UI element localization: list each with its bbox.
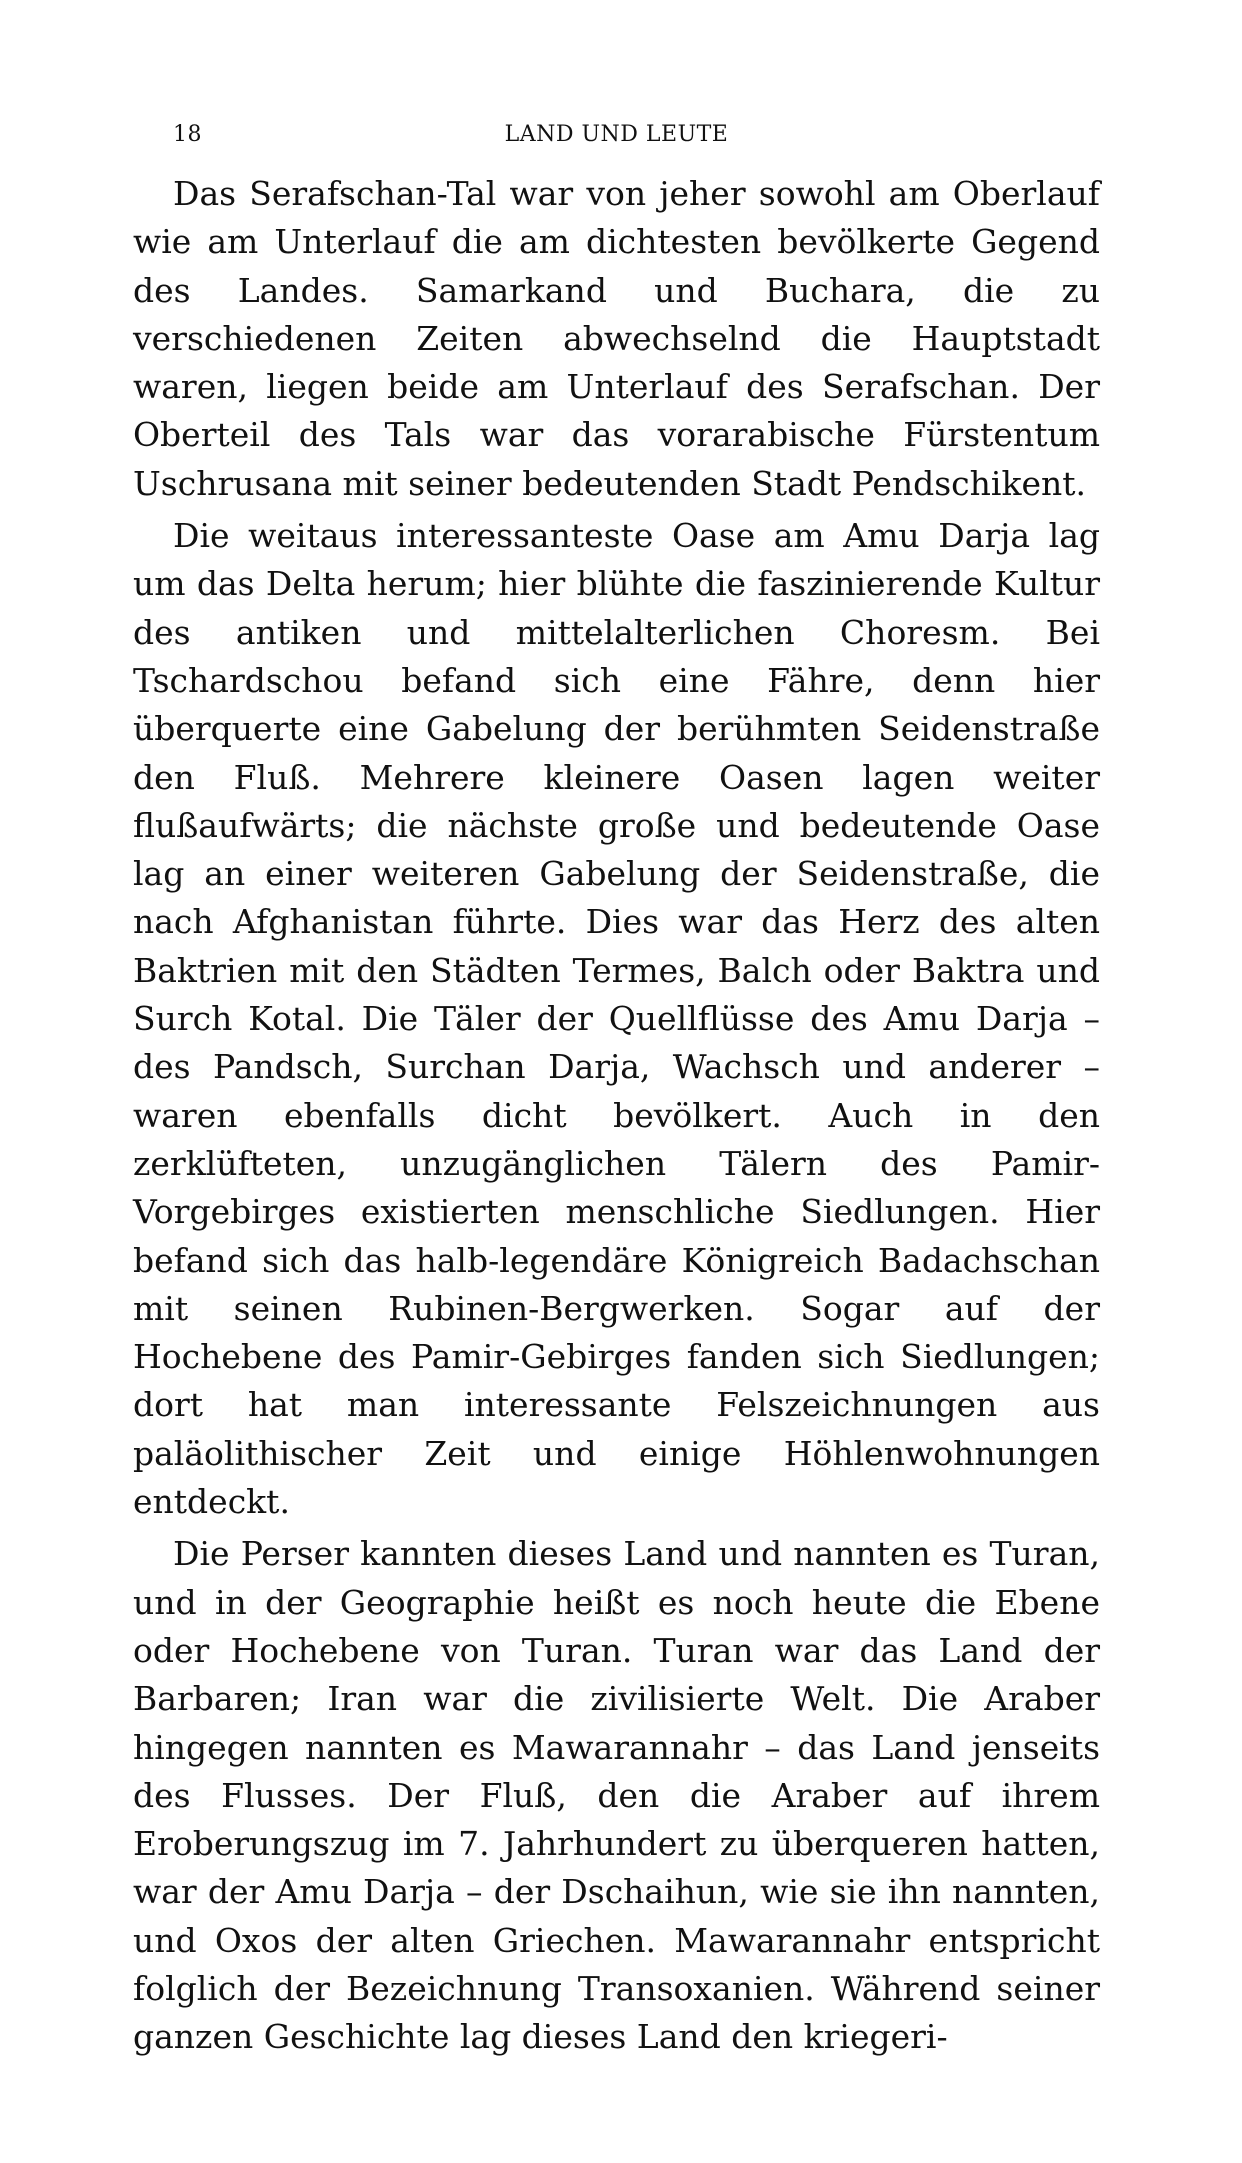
paragraph-amu-darja-oase: Die weitaus interessanteste Oase am Amu Darja lag um das Delta herum; hier blühte die faszinierende Kultur des antiken und mittelalterlichen Choresm. Bei Tschardschou befand sich eine Fähre, denn hier überquerte eine Gabelung der berühmten Seidenstraße den Fluß. Mehrere kleinere Oasen lagen weiter flußaufwärts; die nächste große und bedeutende Oase lag an einer weiteren Gabelung der Seidenstraße, die nach Afghanistan führte. Dies war das Herz des alten Baktrien mit den Städten Termes, Balch oder Baktra und Surch Kotal. Die Täler der Quellflüsse des Amu Darja – des Pandsch, Surchan Darja, Wachsch und anderer – waren ebenfalls dicht bevölkert. Auch in den zerklüfteten, unzugänglichen Tälern des Pamir-Vorgebirges existierten menschliche Siedlungen. Hier befand sich das halb-legendäre Königreich Badachschan mit seinen Rubinen-Bergwerken. Sogar auf der Hochebene des Pamir-Gebirges fanden sich Siedlungen; dort hat man interessante Felszeichnungen aus paläolithischer Zeit und einige Höhlenwohnungen entdeckt. xyxy=(133,516,1100,1522)
running-head xyxy=(133,112,1100,148)
paragraph-turan-mawarannahr: Die Perser kannten dieses Land und nannten es Turan, und in der Geographie heißt es noch heute die Ebene oder Hochebene von Turan. Turan war das Land der Barbaren; Iran war die zivilisierte Welt. Die Araber hingegen nannten es Mawarannahr – das Land jenseits des Flusses. Der Fluß, den die Araber auf ihrem Eroberungszug im 7. Jahrhundert zu überqueren hatten, war der Amu Darja – der Dschaihun, wie sie ihn nannten, und Oxos der alten Griechen. Mawarannahr entspricht folglich der Bezeichnung Transoxanien. Während seiner ganzen Geschichte lag dieses Land den kriegeri- xyxy=(133,1534,1100,2057)
running-title: LAND UND LEUTE xyxy=(504,122,729,147)
page-number: 18 xyxy=(173,122,202,147)
paragraph-serafschan-tal: Das Serafschan-Tal war von jeher sowohl am Oberlauf wie am Unterlauf die am dichtesten bevölkerte Gegend des Landes. Samarkand und Buchara, die zu verschiedenen Zeiten abwechselnd die Hauptstadt waren, liegen beide am Unterlauf des Serafschan. Der Oberteil des Tals war das vorarabische Fürstentum Uschrusana mit seiner bedeutenden Stadt Pendschikent. xyxy=(133,174,1100,503)
book-page xyxy=(133,112,1100,2066)
body-text xyxy=(133,170,1100,2062)
